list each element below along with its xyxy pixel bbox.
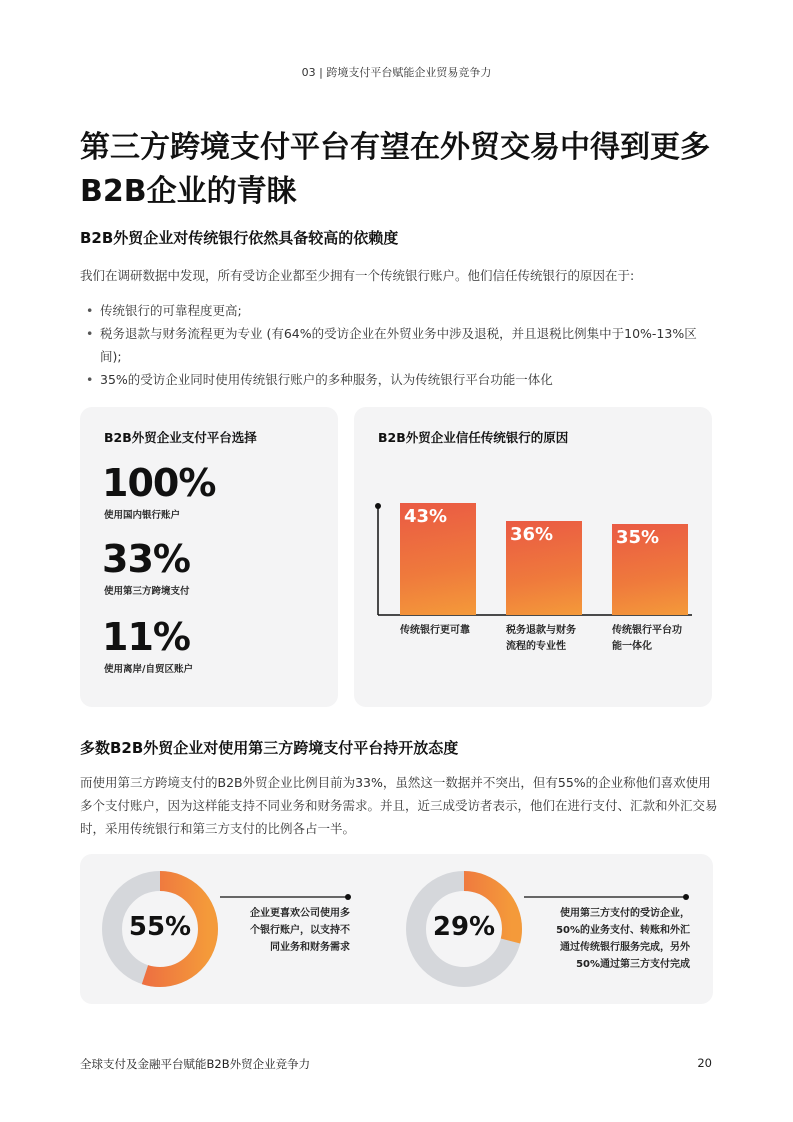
page-header: 03 | 跨境支付平台赋能企业贸易竞争力 (301, 66, 492, 79)
bar-value-label: 35% (616, 527, 660, 548)
section1-heading: B2B外贸企业对传统银行依然具备较高的依赖度 (80, 229, 399, 247)
x-tick-label: 传统银行更可靠 (400, 625, 470, 636)
connector-line (220, 892, 355, 902)
stat-label: 使用第三方跨境支付 (104, 586, 190, 597)
bar-value-label: 43% (404, 506, 448, 528)
stat-value: 100% (102, 461, 216, 505)
page-number: 20 (697, 1056, 712, 1070)
donut-caption: 使用第三方支付的受访企业， 50%的业务支付、转账和外汇 通过传统银行服务完成，另外 50%通过第三方支付完成 (556, 908, 690, 970)
donut-stats-card (80, 854, 713, 1004)
trust-reasons-card (354, 407, 712, 707)
stat-value: 33% (102, 537, 190, 581)
donut-value: 55% (128, 912, 192, 942)
y-axis-endpoint (375, 503, 381, 509)
footer-title: 全球支付及金融平台赋能B2B外贸企业竞争力 (80, 1057, 311, 1071)
trust-reasons-title: B2B外贸企业信任传统银行的原因 (378, 430, 569, 445)
page-title: 第三方跨境支付平台有望在外贸交易中得到更多B2B企业的青睐 (80, 130, 710, 209)
donut-caption: 企业更喜欢公司使用多 个银行账户，以支持不 同业务和财务需求 (250, 908, 350, 953)
connector-line (524, 892, 694, 902)
bullet-item: • 传统银行的可靠程度更高; (80, 299, 700, 322)
section1-intro: 我们在调研数据中发现，所有受访企业都至少拥有一个传统银行账户。他们信任传统银行的原因在于: (80, 268, 635, 283)
x-tick-label: 税务退款与财务 流程的专业性 (506, 625, 576, 652)
platform-choice-title: B2B外贸企业支付平台选择 (104, 430, 257, 445)
stat-label: 使用离岸/自贸区账户 (104, 664, 193, 675)
trust-reasons-bar-chart (354, 407, 712, 707)
platform-choice-card (80, 407, 338, 707)
stat-label: 使用国内银行账户 (104, 510, 181, 521)
bar-value-label: 36% (510, 524, 554, 546)
section2-paragraph: 而使用第三方跨境支付的B2B外贸企业比例目前为33%，虽然这一数据并不突出，但有55%的企业称他们喜欢使用多个支付账户，因为这样能支持不同业务和财务需求。并且，近三成受访者表示，他们在进行支付、汇款和外汇交易时，采用传统银行和第三方支付的比例各占一半。 (80, 775, 718, 836)
section2-heading: 多数B2B外贸企业对使用第三方跨境支付平台持开放态度 (80, 739, 459, 757)
donut-value: 29% (432, 912, 496, 942)
bullet-item: • 35%的受访企业同时使用传统银行账户的多种服务，认为传统银行平台功能一体化 (80, 368, 700, 391)
section1-bullets (80, 299, 700, 391)
bullet-item: • 税务退款与财务流程更为专业 (有64%的受访企业在外贸业务中涉及退税，并且退税比例集中于10%-13%区间); (80, 322, 700, 368)
stat-value: 11% (102, 615, 190, 659)
x-tick-label: 传统银行平台功 能一体化 (612, 625, 682, 652)
